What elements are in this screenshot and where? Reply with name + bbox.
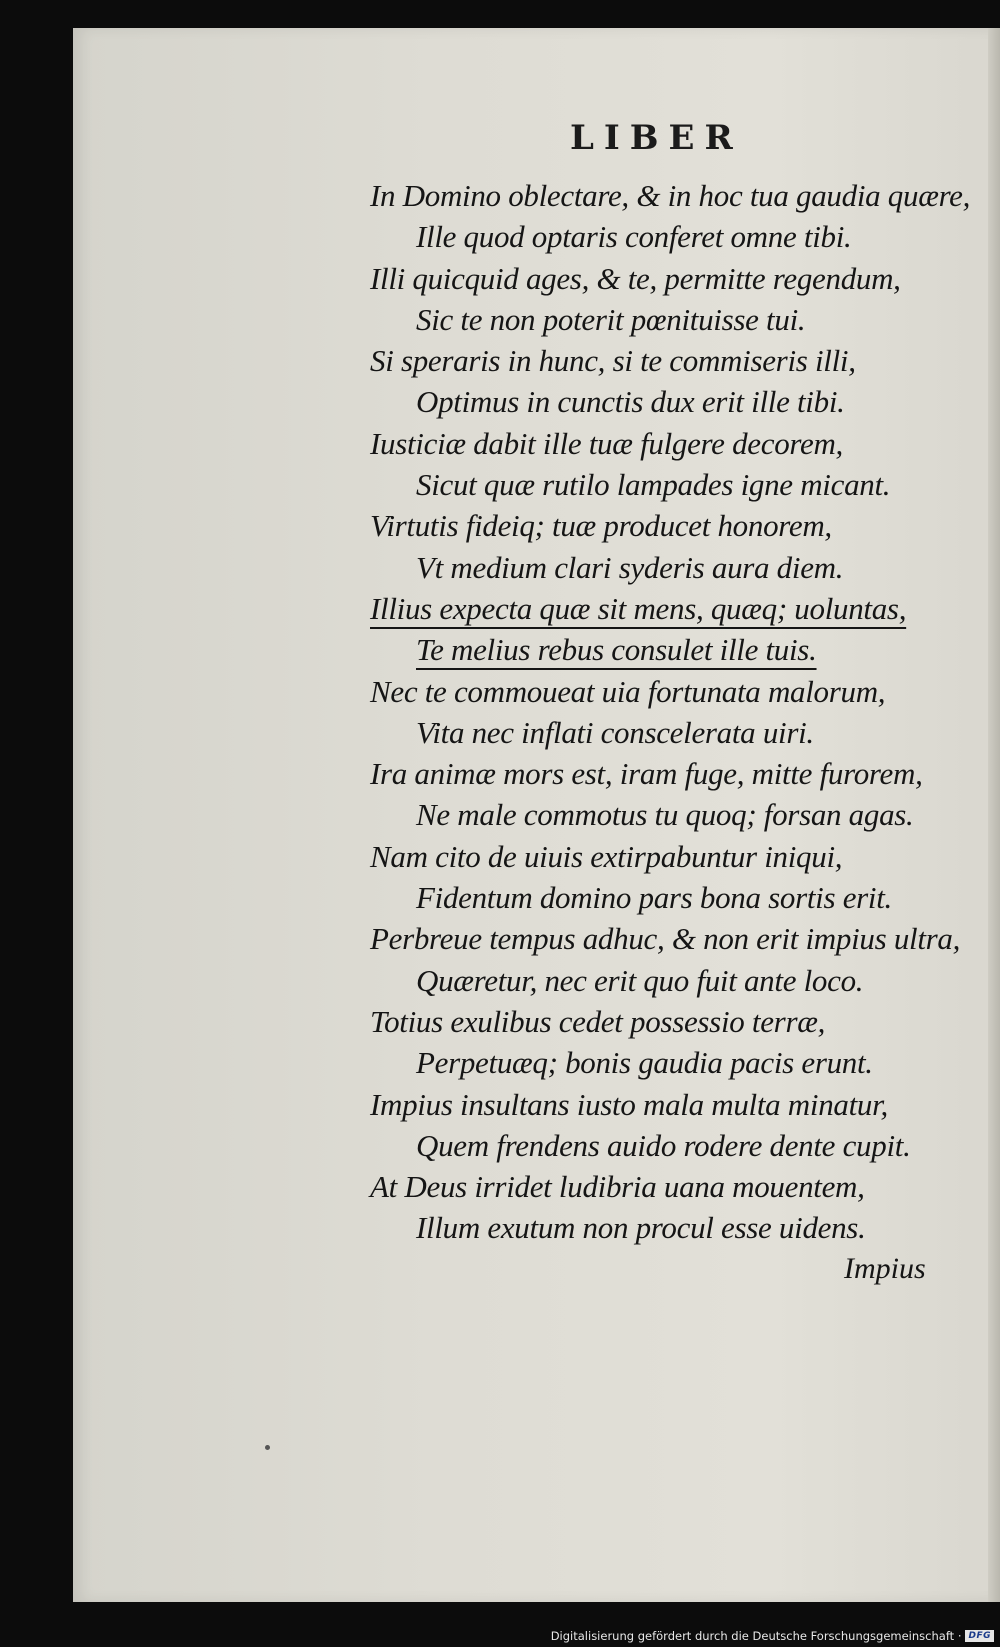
facing-page-edge [988, 28, 1000, 1602]
verse-text: Virtutis fideiq; tuæ producet honorem, [370, 508, 832, 544]
verse-line-pentameter [370, 464, 970, 505]
verse-line-hexameter [370, 918, 970, 959]
verse-line-pentameter [370, 1125, 970, 1166]
verse-text: Fidentum domino pars bona sortis erit. [416, 880, 893, 916]
verse-block [370, 175, 970, 1249]
verse-text: Illum exutum non procul esse uidens. [416, 1210, 866, 1246]
verse-line-hexameter [370, 1084, 970, 1125]
verse-text: Ne male commotus tu quoq; forsan agas. [416, 797, 914, 833]
verse-line-hexameter [370, 1166, 970, 1207]
verse-text: Ira animæ mors est, iram fuge, mitte furorem, [370, 756, 923, 792]
verse-text: Totius exulibus cedet possessio terræ, [370, 1003, 826, 1039]
verse-line-hexameter [370, 175, 970, 216]
verse-line-pentameter [370, 216, 970, 257]
verse-text: Nec te commoueat uia fortunata malorum, [370, 673, 886, 709]
verse-line-pentameter [370, 1207, 970, 1248]
verse-line-hexameter [370, 1001, 970, 1042]
verse-text: Perbreue tempus adhuc, & non erit impius ultra, [370, 921, 961, 957]
verse-text: Si speraris in hunc, si te commiseris illi, [370, 343, 856, 379]
digitization-credit [551, 1629, 994, 1643]
verse-text: Nam cito de uiuis extirpabuntur iniqui, [370, 838, 843, 874]
verse-text: Perpetuæq; bonis gaudia pacis erunt. [416, 1045, 873, 1081]
verse-line-pentameter [370, 960, 970, 1001]
verse-line-pentameter [370, 794, 970, 835]
verse-text: Quæretur, nec erit quo fuit ante loco. [416, 962, 864, 998]
verse-line-hexameter [370, 671, 970, 712]
verse-line-hexameter [370, 423, 970, 464]
verse-line-hexameter [370, 588, 970, 629]
verse-text: Iusticiæ dabit ille tuæ fulgere decorem, [370, 425, 844, 461]
verse-line-hexameter [370, 505, 970, 546]
running-head: LIBER [570, 118, 743, 158]
verse-line-pentameter [370, 629, 970, 670]
verse-text: Illi quicquid ages, & te, permitte regendum, [370, 260, 901, 296]
verse-text: Quem frendens auido rodere dente cupit. [416, 1127, 911, 1163]
verse-text: Ille quod optaris conferet omne tibi. [416, 219, 852, 255]
verse-line-pentameter [370, 299, 970, 340]
verse-text: At Deus irridet ludibria uana mouentem, [370, 1169, 865, 1205]
verse-line-pentameter [370, 381, 970, 422]
verse-text: Illius expecta quæ sit mens, quæq; uoluntas, [370, 590, 907, 626]
verse-text: Vita nec inflati conscelerata uiri. [416, 714, 814, 750]
verse-text: In Domino oblectare, & in hoc tua gaudia quære, [370, 178, 971, 213]
verse-line-hexameter [370, 753, 970, 794]
verse-line-pentameter [370, 1042, 970, 1083]
catchword: Impius [844, 1252, 926, 1285]
verse-line-pentameter [370, 712, 970, 753]
verse-text: Sic te non poterit pœnituisse tui. [416, 301, 806, 337]
credit-text: Digitalisierung gefördert durch die Deutsche Forschungsgemeinschaft · [550, 1629, 962, 1643]
verse-line-hexameter [370, 340, 970, 381]
verse-line-pentameter [370, 877, 970, 918]
verse-text: Sicut quæ rutilo lampades igne micant. [416, 467, 891, 503]
verse-line-hexameter [370, 836, 970, 877]
dfg-logo: DFG [965, 1630, 994, 1642]
verse-text: Optimus in cunctis dux erit ille tibi. [416, 384, 845, 420]
ink-speck [265, 1445, 270, 1450]
verse-text: Vt medium clari syderis aura diem. [416, 549, 844, 585]
verse-line-hexameter [370, 258, 970, 299]
verse-text: Impius insultans iusto mala multa minatur, [370, 1086, 888, 1122]
verse-text: Te melius rebus consulet ille tuis. [416, 632, 817, 668]
verse-line-pentameter [370, 547, 970, 588]
